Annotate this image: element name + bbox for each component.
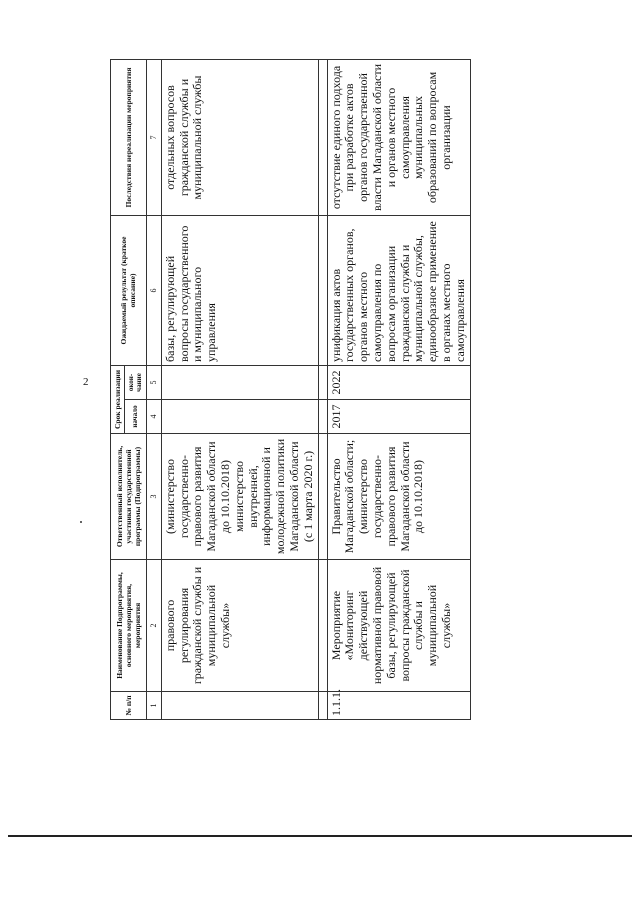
header-result: Ожидаемый результат (краткое описание) xyxy=(111,215,147,365)
column-number: 1 xyxy=(146,692,161,720)
program-measures-table xyxy=(110,59,471,720)
column-number: 3 xyxy=(146,434,161,560)
rotated-table-area xyxy=(110,60,630,720)
cell-end: 2022 xyxy=(327,365,470,399)
cell-executor: Правительство Магаданской области; (министерство государственно-правового развития Магаданской области до 10.10.2018) xyxy=(327,434,470,560)
table-row xyxy=(161,59,318,719)
cell-end xyxy=(161,365,318,399)
column-number: 2 xyxy=(146,560,161,692)
rotated-table xyxy=(110,60,630,720)
column-number: 6 xyxy=(146,215,161,365)
header-name: Наименование Подпрограммы, основного мероприятия, мероприятия xyxy=(111,560,147,692)
column-number-row xyxy=(146,59,161,719)
header-start: начало xyxy=(125,400,147,434)
scan-speck xyxy=(80,521,82,523)
column-number: 5 xyxy=(146,365,161,399)
cell-consequences: отдельных вопросов гражданской службы и муниципальной службы xyxy=(161,59,318,215)
column-number: 7 xyxy=(146,59,161,215)
header-num: № п/п xyxy=(111,692,147,720)
cell-result: унификация актов государственных органов, органов местного самоуправления по вопросам организации гражданской службы и муниципальной службы, единообразное применение в органах местного самоуправления xyxy=(327,215,470,365)
table-row xyxy=(327,59,470,719)
header-executor: Ответственный исполнитель, участники государственной программы (Подпрограммы) xyxy=(111,434,147,560)
header-end: окон-чание xyxy=(125,365,147,399)
cell-executor: (министерство государственно-правового развития Магаданской области до 10.10.2018) министерство внутренней, информационной и молодежной политики Магаданской области (с 1 марта 2020 г.) xyxy=(161,434,318,560)
cell-num xyxy=(161,692,318,720)
cell-consequences: отсутствие единого подхода при разработке актов органов государственной власти Магаданской области и органов местного самоуправления муниципальных образований по вопросам организации xyxy=(327,59,470,215)
page-number: 2 xyxy=(83,376,89,388)
bottom-rule xyxy=(8,835,632,837)
header-consequences: Последствия нереализации мероприятия xyxy=(111,59,147,215)
header-period: Срок реализации xyxy=(111,365,125,433)
cell-num: 1.1.1. xyxy=(327,692,470,720)
row-gap xyxy=(318,59,327,719)
cell-start xyxy=(161,400,318,434)
cell-start: 2017 xyxy=(327,400,470,434)
column-number: 4 xyxy=(146,400,161,434)
cell-name: Мероприятие «Мониторинг действующей нормативной правовой базы, регулирующей вопросы гражданской службы и муниципальной службы» xyxy=(327,560,470,692)
cell-result: базы, регулирующей вопросы государственного и муниципального управления xyxy=(161,215,318,365)
cell-name: правового регулирования гражданской службы и муниципальной службы» xyxy=(161,560,318,692)
